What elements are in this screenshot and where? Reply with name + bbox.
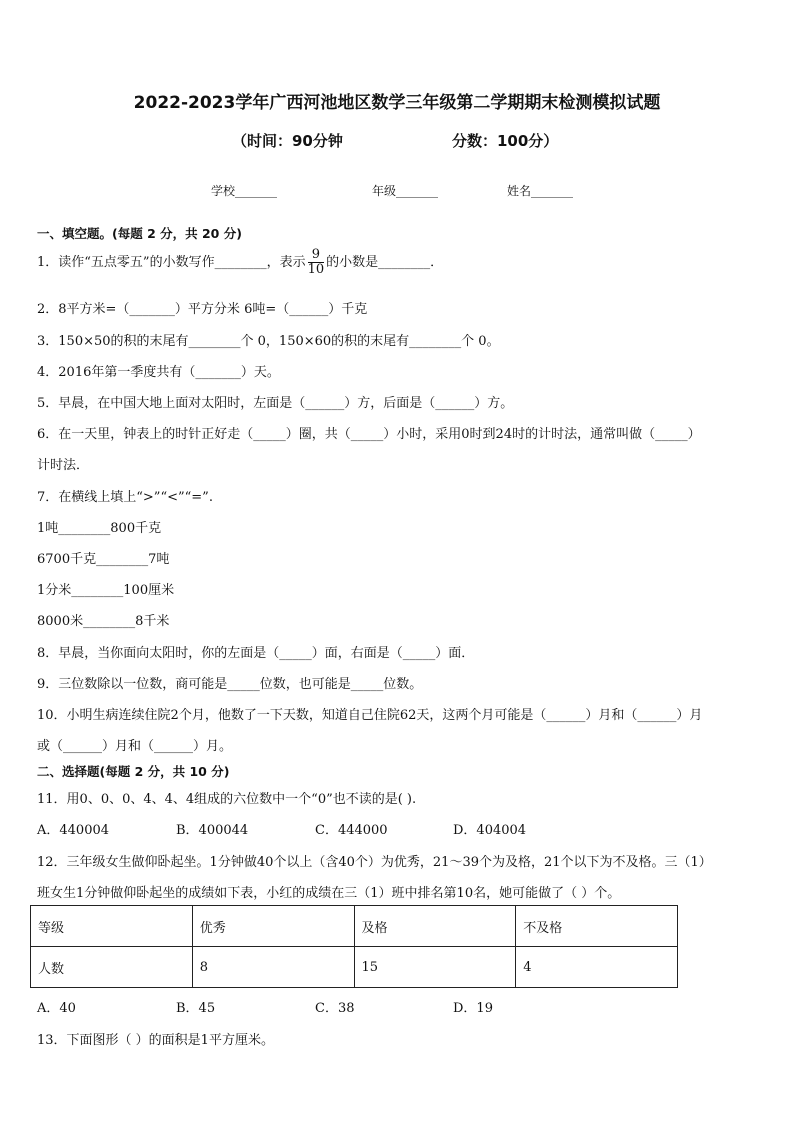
question-11: 11．用0、0、0、4、4、4组成的六位数中一个“0”也不读的是( ). [37,792,417,807]
question-4: 4．2016年第一季度共有（_______）天。 [37,365,280,380]
school-field: 学校_______ [211,184,278,198]
question-11-option-c: C．444000 [315,823,388,838]
table-cell: 优秀 [192,906,354,947]
question-7-item-2: 6700千克________7吨 [37,552,170,567]
question-10-line-2: 或（______）月和（______）月。 [37,739,233,754]
question-7-item-4: 8000米________8千米 [37,614,170,629]
question-7-item-1: 1吨________800千克 [37,521,162,536]
question-11-option-d: D．404004 [453,823,527,838]
question-6-line-2: 计时法． [37,458,90,473]
question-12-option-d: D．19 [453,1001,493,1016]
table-cell: 8 [192,947,354,988]
question-9: 9．三位数除以一位数，商可能是_____位数，也可能是_____位数。 [37,677,423,692]
question-11-option-b: B．400044 [176,823,249,838]
question-7-item-3: 1分米________100厘米 [37,583,175,598]
question-1 [37,243,443,283]
question-2: 2．8平方米=（_______）平方分米 6吨=（______）千克 [37,302,368,317]
question-5: 5．早晨，在中国大地上面对太阳时，左面是（______）方，后面是（______）方。 [37,396,514,411]
question-3: 3．150×50的积的末尾有________个 0，150×60的积的末尾有________个 0。 [37,334,500,349]
question-1-part-a: 1．读作“五点零五”的小数写作________，表示 [37,255,306,270]
question-6-line-1: 6．在一天里，钟表上的时针正好走（_____）圈，共（_____）小时，采用0时到24时的计时法，通常叫做（_____） [37,427,701,442]
question-12-option-c: C．38 [315,1001,355,1016]
question-8: 8．早晨，当你面向太阳时，你的左面是（_____）面，右面是（_____）面． [37,646,475,661]
score-table [30,905,678,988]
section-fill-blank-heading: 一、填空题。(每题 2 分，共 20 分) [37,226,242,241]
exam-score: 分数：100分） [452,132,559,150]
question-13: 13．下面图形（ ）的面积是1平方厘米。 [37,1033,274,1048]
table-row [31,906,678,947]
table-cell: 不及格 [516,906,678,947]
question-12-line-1: 12．三年级女生做仰卧起坐。1分钟做40个以上（含40个）为优秀，21～39个为及格，21个以下为不及格。三（1） [37,855,712,870]
name-field: 姓名_______ [507,184,574,198]
section-choice-heading: 二、选择题(每题 2 分，共 10 分) [37,764,230,779]
table-cell: 等级 [31,906,193,947]
fraction-denominator: 10 [307,262,325,277]
question-10-line-1: 10．小明生病连续住院2个月，他数了一下天数，知道自己住院62天，这两个月可能是（______）月和（______）月 [37,708,703,723]
question-7: 7．在横线上填上“>”“<”“=”. [37,490,213,505]
question-12-option-b: B．45 [176,1001,216,1016]
table-cell: 及格 [354,906,516,947]
table-cell: 4 [516,947,678,988]
question-1-part-b: 的小数是________． [326,255,444,270]
grade-field: 年级_______ [372,184,439,198]
page-title: 2022-2023学年广西河池地区数学三年级第二学期期末检测模拟试题 [133,93,661,113]
exam-time: （时间：90分钟 [232,132,343,150]
fraction [308,248,325,277]
table-cell: 15 [354,947,516,988]
table-row [31,947,678,988]
question-12-line-2: 班女生1分钟做仰卧起坐的成绩如下表，小红的成绩在三（1）班中排名第10名，她可能做了（ ）个。 [37,886,621,901]
fraction-numerator: 9 [308,248,325,263]
question-12-option-a: A．40 [37,1001,76,1016]
question-11-option-a: A．440004 [37,823,110,838]
table-cell: 人数 [31,947,193,988]
